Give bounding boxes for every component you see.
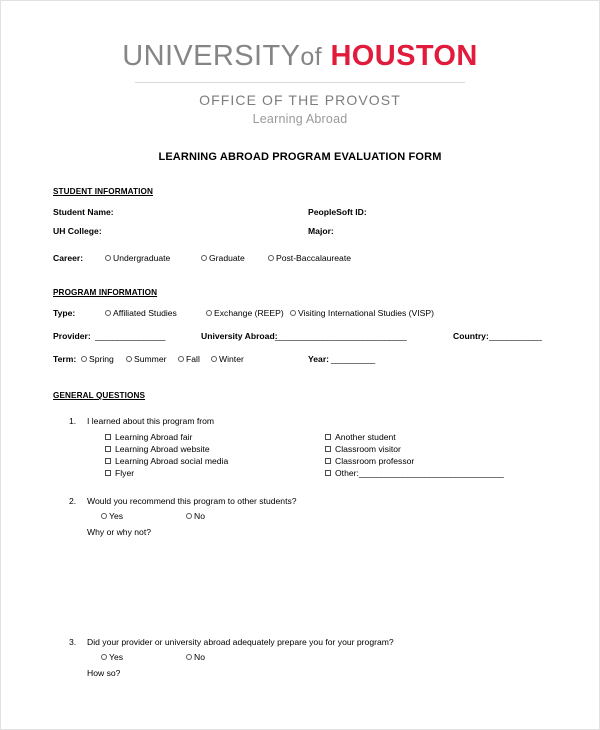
checkbox-classroom-visitor-label: Classroom visitor [335,444,401,454]
radio-icon[interactable] [126,356,132,362]
country-label: Country: [453,331,489,341]
radio-icon[interactable] [101,513,107,519]
wordmark-of: of [300,43,322,71]
university-logo-header [1,1,599,126]
question-2-option-no-label: No [194,511,205,521]
career-option-undergraduate[interactable] [105,253,170,263]
career-option-undergraduate-label: Undergraduate [113,253,171,263]
checkbox-icon[interactable] [105,434,111,440]
question-2-option-no[interactable] [186,511,205,521]
term-option-summer-label: Summer [134,354,167,364]
row-uh-college [53,226,549,237]
checkbox-icon[interactable] [325,470,331,476]
question-2-number: 2. [69,496,77,506]
university-wordmark [1,39,599,74]
row-student-name [53,207,549,218]
term-option-fall[interactable] [178,354,200,364]
checkbox-icon[interactable] [325,446,331,452]
radio-icon[interactable] [290,310,296,316]
checkbox-row [105,456,549,468]
university-abroad-label: University Abroad: [201,331,278,341]
checkbox-flyer[interactable] [105,468,134,478]
term-option-summer[interactable] [126,354,166,364]
type-option-exchange-reep[interactable] [206,308,284,318]
career-option-post-baccalaureate[interactable] [268,253,351,263]
question-1 [53,416,549,480]
checkbox-other-label: Other: [335,468,359,478]
checkbox-learning-abroad-fair-label: Learning Abroad fair [115,432,193,442]
wordmark-houston: HOUSTON [330,40,478,72]
question-3-text: Did your provider or university abroad adequately prepare you for your program? [87,637,394,647]
term-option-winter-label: Winter [219,354,244,364]
radio-icon[interactable] [211,356,217,362]
question-2-text: Would you recommend this program to other students? [87,496,297,506]
form-body [1,187,599,678]
checkbox-row [105,444,549,456]
provider-label: Provider: [53,331,91,341]
question-3-option-no-label: No [194,652,205,662]
radio-icon[interactable] [206,310,212,316]
checkbox-another-student-label: Another student [335,432,396,442]
office-of-the-provost-label: OFFICE OF THE PROVOST [199,92,401,108]
section-heading-student-information: STUDENT INFORMATION [53,187,153,196]
masthead-divider [135,82,465,83]
question-3-yes-no-group [101,652,549,664]
checkbox-learning-abroad-social-media[interactable] [105,456,228,466]
uh-college-label: UH College: [53,226,102,236]
career-option-post-baccalaureate-label: Post-Baccalaureate [276,253,351,263]
learning-abroad-label: Learning Abroad [252,112,348,126]
radio-icon[interactable] [186,654,192,660]
radio-icon[interactable] [186,513,192,519]
question-1-number: 1. [69,416,77,426]
checkbox-row [105,432,549,444]
checkbox-icon[interactable] [325,458,331,464]
year-label: Year: [308,354,330,364]
row-career [53,253,549,264]
checkbox-icon[interactable] [105,446,111,452]
checkbox-learning-abroad-website[interactable] [105,444,210,454]
radio-icon[interactable] [105,255,111,261]
checkbox-classroom-visitor[interactable] [325,444,401,454]
peoplesoft-id-label: PeopleSoft ID: [308,207,367,217]
radio-icon[interactable] [101,654,107,660]
radio-icon[interactable] [105,310,111,316]
checkbox-classroom-professor[interactable] [325,456,414,466]
row-type [53,308,549,319]
question-2-yes-no-group [101,511,549,523]
type-label: Type: [53,308,76,318]
type-option-visiting-international-studies[interactable] [290,308,434,318]
question-3-option-no[interactable] [186,652,205,662]
checkbox-learning-abroad-website-label: Learning Abroad website [115,444,210,454]
radio-icon[interactable] [178,356,184,362]
row-provider [53,331,549,342]
checkbox-other[interactable] [325,468,503,478]
section-heading-general-questions: GENERAL QUESTIONS [53,391,146,400]
major-label: Major: [308,226,334,236]
provider-input-blank[interactable]: ________________ [95,331,166,341]
question-2-followup: Why or why not? [87,527,151,537]
other-input-blank[interactable]: _________________________________ [358,468,504,478]
question-2-option-yes[interactable] [101,511,123,521]
term-option-winter[interactable] [211,354,244,364]
wordmark-university: UNIVERSITY [122,40,301,72]
career-label: Career: [53,253,84,263]
question-1-text: I learned about this program from [87,416,215,426]
type-option-exchange-reep-label: Exchange (REEP) [214,308,284,318]
career-option-graduate[interactable] [201,253,245,263]
university-abroad-input-blank[interactable]: ______________________________ [275,331,407,341]
section-heading-program-information: PROGRAM INFORMATION [53,288,158,297]
checkbox-learning-abroad-social-media-label: Learning Abroad social media [115,456,229,466]
radio-icon[interactable] [81,356,87,362]
checkbox-row [105,468,549,480]
checkbox-classroom-professor-label: Classroom professor [335,456,415,466]
question-3-option-yes-label: Yes [109,652,124,662]
term-option-spring[interactable] [81,354,114,364]
term-option-fall-label: Fall [186,354,200,364]
career-option-graduate-label: Graduate [209,253,245,263]
checkbox-learning-abroad-fair[interactable] [105,432,192,442]
checkbox-another-student[interactable] [325,432,396,442]
student-name-label: Student Name: [53,207,114,217]
checkbox-icon[interactable] [105,458,111,464]
type-option-affiliated-studies-label: Affiliated Studies [113,308,177,318]
year-input-blank[interactable]: __________ [331,354,375,364]
page-title: LEARNING ABROAD PROGRAM EVALUATION FORM [158,151,442,163]
question-2-option-yes-label: Yes [109,511,124,521]
question-3-number: 3. [69,637,77,647]
radio-icon[interactable] [201,255,207,261]
checkbox-flyer-label: Flyer [115,468,135,478]
checkbox-icon[interactable] [325,434,331,440]
term-option-spring-label: Spring [89,354,114,364]
type-option-affiliated-studies[interactable] [105,308,177,318]
row-term [53,354,549,365]
question-1-checkbox-grid [105,432,549,480]
question-2 [53,496,549,537]
question-3-option-yes[interactable] [101,652,123,662]
radio-icon[interactable] [268,255,274,261]
question-3 [53,637,549,678]
country-input-blank[interactable]: ____________ [489,331,542,341]
type-option-visiting-international-studies-label: Visiting International Studies (VISP) [298,308,434,318]
question-3-followup: How so? [87,668,121,678]
checkbox-icon[interactable] [105,470,111,476]
term-label: Term: [53,354,77,364]
